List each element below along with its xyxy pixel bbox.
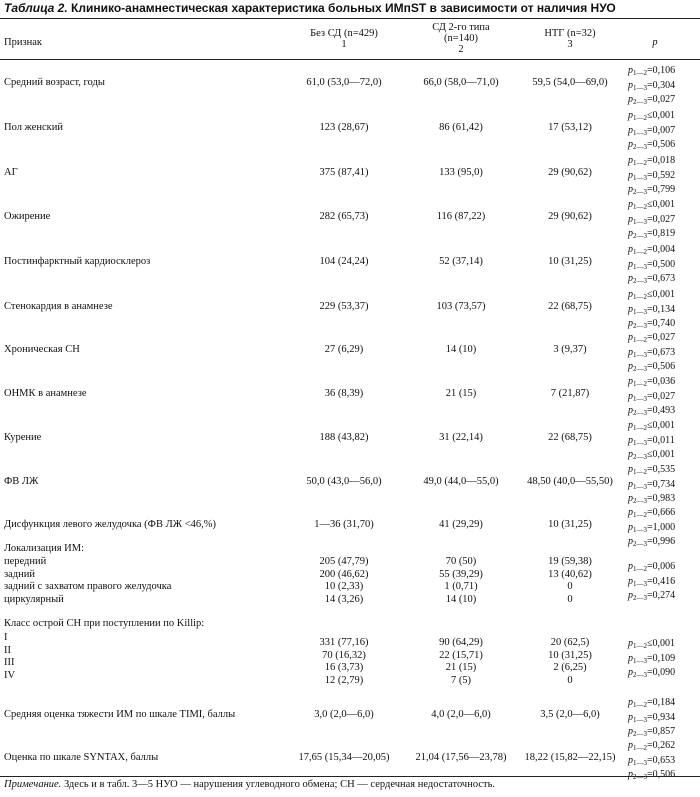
cell-col3: 59,5 (54,0—69,0) — [532, 77, 608, 88]
caption-label: Таблица 2. — [4, 1, 68, 15]
cell-col2: 7 (5) — [450, 674, 472, 686]
p-value: $p_{2—3}=0,983$ — [628, 493, 676, 506]
group-item-label: II — [4, 644, 11, 656]
p-values — [628, 155, 675, 199]
p-value: $p_{1—2}=0,018$ — [628, 155, 676, 167]
caption-title: Клинико-анамнестическая характеристика больных ИМпST в зависимости от наличия НУО — [71, 1, 616, 15]
p-values — [628, 65, 675, 109]
cell-col1: 14 (3,26) — [324, 593, 364, 605]
p-value: $p_{1—2}=0,262$ — [628, 740, 676, 752]
cell-col2: 22 (15,71) — [439, 649, 483, 661]
cell-col2: 41 (29,29) — [439, 519, 483, 530]
p-value: $p_{1—2}=0,006$ — [628, 561, 676, 573]
p-values — [628, 420, 675, 464]
cell-col3: 29 (90,62) — [548, 167, 592, 178]
p-value: $p_{2—3}=0,799$ — [628, 184, 676, 197]
row-label: Дисфункция левого желудочка (ФВ ЛЖ <46,%) — [4, 519, 217, 530]
p-value: $p_{1—2}\le 0,001$ — [628, 420, 675, 432]
p-value: $p_{1—3}=0,500$ — [628, 258, 676, 271]
cell-col3: 18,22 (15,82—22,15) — [524, 752, 616, 763]
p-values — [628, 697, 675, 741]
p-value: $p_{2—3}=0,506$ — [628, 769, 676, 782]
header-col2-name: СД 2-го типа — [432, 22, 490, 33]
p-values — [628, 376, 675, 420]
cell-col1: 188 (43,82) — [319, 432, 369, 443]
cell-col1: 70 (16,32) — [322, 649, 366, 661]
p-value: $p_{1—3}=0,416$ — [628, 575, 676, 588]
row-label: Хроническая СН — [4, 344, 80, 355]
row-label: Курение — [4, 432, 42, 443]
group-item-label: передний — [4, 556, 47, 567]
row-label: ФВ ЛЖ — [4, 476, 39, 487]
p-value: $p_{1—3}=0,304$ — [628, 79, 676, 92]
cell-col2: 1 (0,71) — [444, 581, 478, 592]
p-values — [628, 507, 675, 551]
row-label: Постинфарктный кардиосклероз — [4, 256, 151, 267]
bottom-rule — [0, 776, 700, 777]
cell-col1: 331 (77,16) — [319, 637, 369, 648]
group-title: Класс острой СН при поступлении по Killip: — [4, 618, 205, 629]
p-value: $p_{1—2}=0,036$ — [628, 376, 676, 388]
group-item-label: III — [4, 657, 15, 668]
cell-col2: 70 (50) — [445, 556, 477, 567]
header-col2-n: (n=140) — [444, 33, 478, 44]
cell-col3: 3 (9,37) — [553, 344, 587, 355]
cell-col3: 10 (31,25) — [548, 519, 592, 530]
header-feature: Признак — [4, 37, 42, 48]
cell-col2: 86 (61,42) — [439, 122, 483, 133]
header-col1-num: 1 — [341, 39, 347, 50]
p-value: $p_{2—3}=0,673$ — [628, 273, 676, 286]
cell-col2: 116 (87,22) — [436, 211, 486, 222]
p-value: $p_{1—2}\le 0,001$ — [628, 199, 675, 211]
p-value: $p_{2—3}=0,090$ — [628, 667, 676, 680]
cell-col3: 0 — [567, 674, 573, 686]
p-value: $p_{2—3}=0,506$ — [628, 139, 676, 152]
cell-col2: 49,0 (44,0—55,0) — [423, 476, 499, 487]
p-value: $p_{1—3}=0,673$ — [628, 346, 676, 359]
header-col1 — [290, 28, 398, 50]
header-rule — [0, 59, 700, 60]
note-text: Здесь и в табл. 3—5 НУО — нарушения углеводного обмена; СН — сердечная недостаточность. — [61, 779, 496, 790]
table-caption — [4, 1, 616, 15]
p-values — [628, 244, 675, 288]
p-value: $p_{1—3}=0,109$ — [628, 652, 676, 665]
cell-col3: 48,50 (40,0—55,50) — [527, 476, 613, 487]
p-value: $p_{1—2}=0,106$ — [628, 65, 676, 77]
p-value: $p_{2—3}=0,506$ — [628, 361, 676, 374]
p-value: $p_{1—2}=0,027$ — [628, 332, 676, 344]
p-value: $p_{1—2}\le 0,001$ — [628, 110, 675, 122]
cell-col3: 19 (59,38) — [548, 556, 592, 567]
group-item-label: IV — [4, 669, 16, 681]
cell-col2: 21 (15) — [445, 662, 477, 673]
cell-col1: 3,0 (2,0—6,0) — [314, 709, 374, 720]
group-item-label: задний — [4, 568, 36, 580]
p-value: $p_{1—3}=0,934$ — [628, 711, 676, 724]
cell-col2: 66,0 (58,0—71,0) — [423, 77, 499, 88]
cell-col1: 36 (8,39) — [324, 388, 364, 399]
p-values — [628, 199, 675, 243]
cell-col1: 27 (6,29) — [324, 344, 364, 355]
cell-col1: 10 (2,33) — [324, 581, 364, 592]
p-value: $p_{1—3}=0,027$ — [628, 390, 676, 403]
p-value: $p_{2—3}=0,996$ — [628, 536, 676, 549]
header-col2 — [398, 22, 524, 55]
p-value: $p_{1—3}=0,011$ — [628, 434, 675, 447]
p-value: $p_{1—2}=0,184$ — [628, 697, 676, 709]
note-label: Примечание. — [4, 779, 62, 790]
row-label: ОНМК в анамнезе — [4, 388, 87, 399]
p-value: $p_{2—3}=0,493$ — [628, 405, 676, 418]
p-values — [628, 464, 675, 508]
cell-col1: 16 (3,73) — [324, 662, 364, 673]
cell-col1: 282 (65,73) — [319, 211, 369, 222]
p-value: $p_{2—3}=0,819$ — [628, 228, 676, 241]
p-value: $p_{2—3}=0,027$ — [628, 94, 676, 107]
p-value: $p_{1—3}=0,653$ — [628, 754, 676, 767]
cell-col1: 50,0 (43,0—56,0) — [306, 476, 382, 487]
p-values — [628, 332, 675, 376]
p-value: $p_{1—2}=0,004$ — [628, 244, 676, 256]
p-value: $p_{1—2}\le 0,001$ — [628, 638, 675, 650]
cell-col1: 17,65 (15,34—20,05) — [298, 752, 390, 763]
cell-col1: 229 (53,37) — [319, 301, 369, 312]
cell-col3: 17 (53,12) — [548, 122, 592, 133]
p-value: $p_{1—2}=0,535$ — [628, 464, 676, 476]
cell-col2: 52 (37,14) — [439, 256, 483, 267]
cell-col2: 4,0 (2,0—6,0) — [431, 709, 491, 720]
cell-col3: 0 — [567, 581, 573, 592]
cell-col3: 2 (6,25) — [553, 662, 587, 673]
p-values — [628, 110, 675, 154]
cell-col1: 375 (87,41) — [319, 167, 369, 178]
cell-col2: 103 (73,57) — [436, 301, 486, 312]
cell-col3: 10 (31,25) — [548, 649, 592, 661]
group-item-label: циркулярный — [4, 593, 64, 605]
cell-col1: 200 (46,62) — [319, 568, 369, 580]
cell-col3: 29 (90,62) — [548, 211, 592, 222]
p-value: $p_{1—3}=0,734$ — [628, 478, 676, 491]
group-item-label: I — [4, 632, 8, 643]
p-value: $p_{1—3}=0,134$ — [628, 303, 676, 316]
cell-col1: 1—36 (31,70) — [314, 519, 374, 530]
cell-col1: 104 (24,24) — [319, 256, 369, 267]
p-values — [628, 740, 675, 784]
cell-col1: 123 (28,67) — [319, 122, 369, 133]
row-label: Ожирение — [4, 211, 51, 222]
header-col2-num: 2 — [458, 44, 464, 55]
p-value: $p_{2—3}=0,857$ — [628, 726, 676, 739]
table-note — [4, 779, 495, 790]
cell-col2: 14 (10) — [445, 344, 477, 355]
cell-col3: 3,5 (2,0—6,0) — [540, 709, 600, 720]
cell-col1: 61,0 (53,0—72,0) — [306, 77, 382, 88]
p-value: $p_{1—3}=0,592$ — [628, 169, 676, 182]
cell-col3: 0 — [567, 593, 573, 605]
group-item-label: задний с захватом правого желудочка — [4, 581, 172, 592]
cell-col2: 21,04 (17,56—23,78) — [415, 752, 507, 763]
row-label: Оценка по шкале SYNTAX, баллы — [4, 752, 159, 763]
cell-col3: 22 (68,75) — [548, 432, 592, 443]
row-label: Средняя оценка тяжести ИМ по шкале TIMI, баллы — [4, 709, 236, 720]
cell-col1: 205 (47,79) — [319, 556, 369, 567]
cell-col2: 55 (39,29) — [439, 568, 483, 580]
p-value: $p_{1—2}\le 0,001$ — [628, 289, 675, 301]
row-label: АГ — [4, 167, 18, 178]
cell-col3: 13 (40,62) — [548, 568, 592, 580]
row-label: Средний возраст, годы — [4, 77, 105, 88]
group-title: Локализация ИМ: — [4, 543, 85, 554]
cell-col2: 133 (95,0) — [439, 167, 483, 178]
cell-col3: 7 (21,87) — [550, 388, 590, 399]
p-value: $p_{2—3}=0,274$ — [628, 590, 676, 603]
header-col3-name: НТГ (n=32) — [544, 28, 596, 39]
header-p: p — [652, 37, 658, 48]
cell-col3: 10 (31,25) — [548, 256, 592, 267]
row-label: Пол женский — [4, 122, 63, 133]
top-rule — [0, 18, 700, 19]
cell-col3: 20 (62,5) — [550, 637, 590, 648]
p-value: $p_{2—3}=0,740$ — [628, 318, 676, 331]
cell-col2: 21 (15) — [445, 388, 477, 399]
p-values — [628, 638, 675, 682]
p-value: $p_{2—3}\le 0,001$ — [628, 449, 675, 462]
p-values — [628, 289, 675, 333]
header-col3 — [524, 28, 616, 50]
cell-col1: 12 (2,79) — [324, 674, 364, 686]
row-label: Стенокардия в анамнезе — [4, 301, 113, 312]
header-col1-name: Без СД (n=429) — [310, 28, 378, 39]
p-value: $p_{1—2}=0,666$ — [628, 507, 676, 519]
p-value: $p_{1—3}=0,027$ — [628, 213, 676, 226]
header-col3-num: 3 — [567, 39, 573, 50]
p-values — [628, 561, 675, 605]
p-value: $p_{1—3}=0,007$ — [628, 124, 676, 137]
cell-col2: 14 (10) — [445, 593, 477, 605]
p-value: $p_{1—3}=1,000$ — [628, 521, 676, 534]
cell-col2: 90 (64,29) — [439, 637, 483, 648]
cell-col2: 31 (22,14) — [439, 432, 483, 443]
cell-col3: 22 (68,75) — [548, 301, 592, 312]
